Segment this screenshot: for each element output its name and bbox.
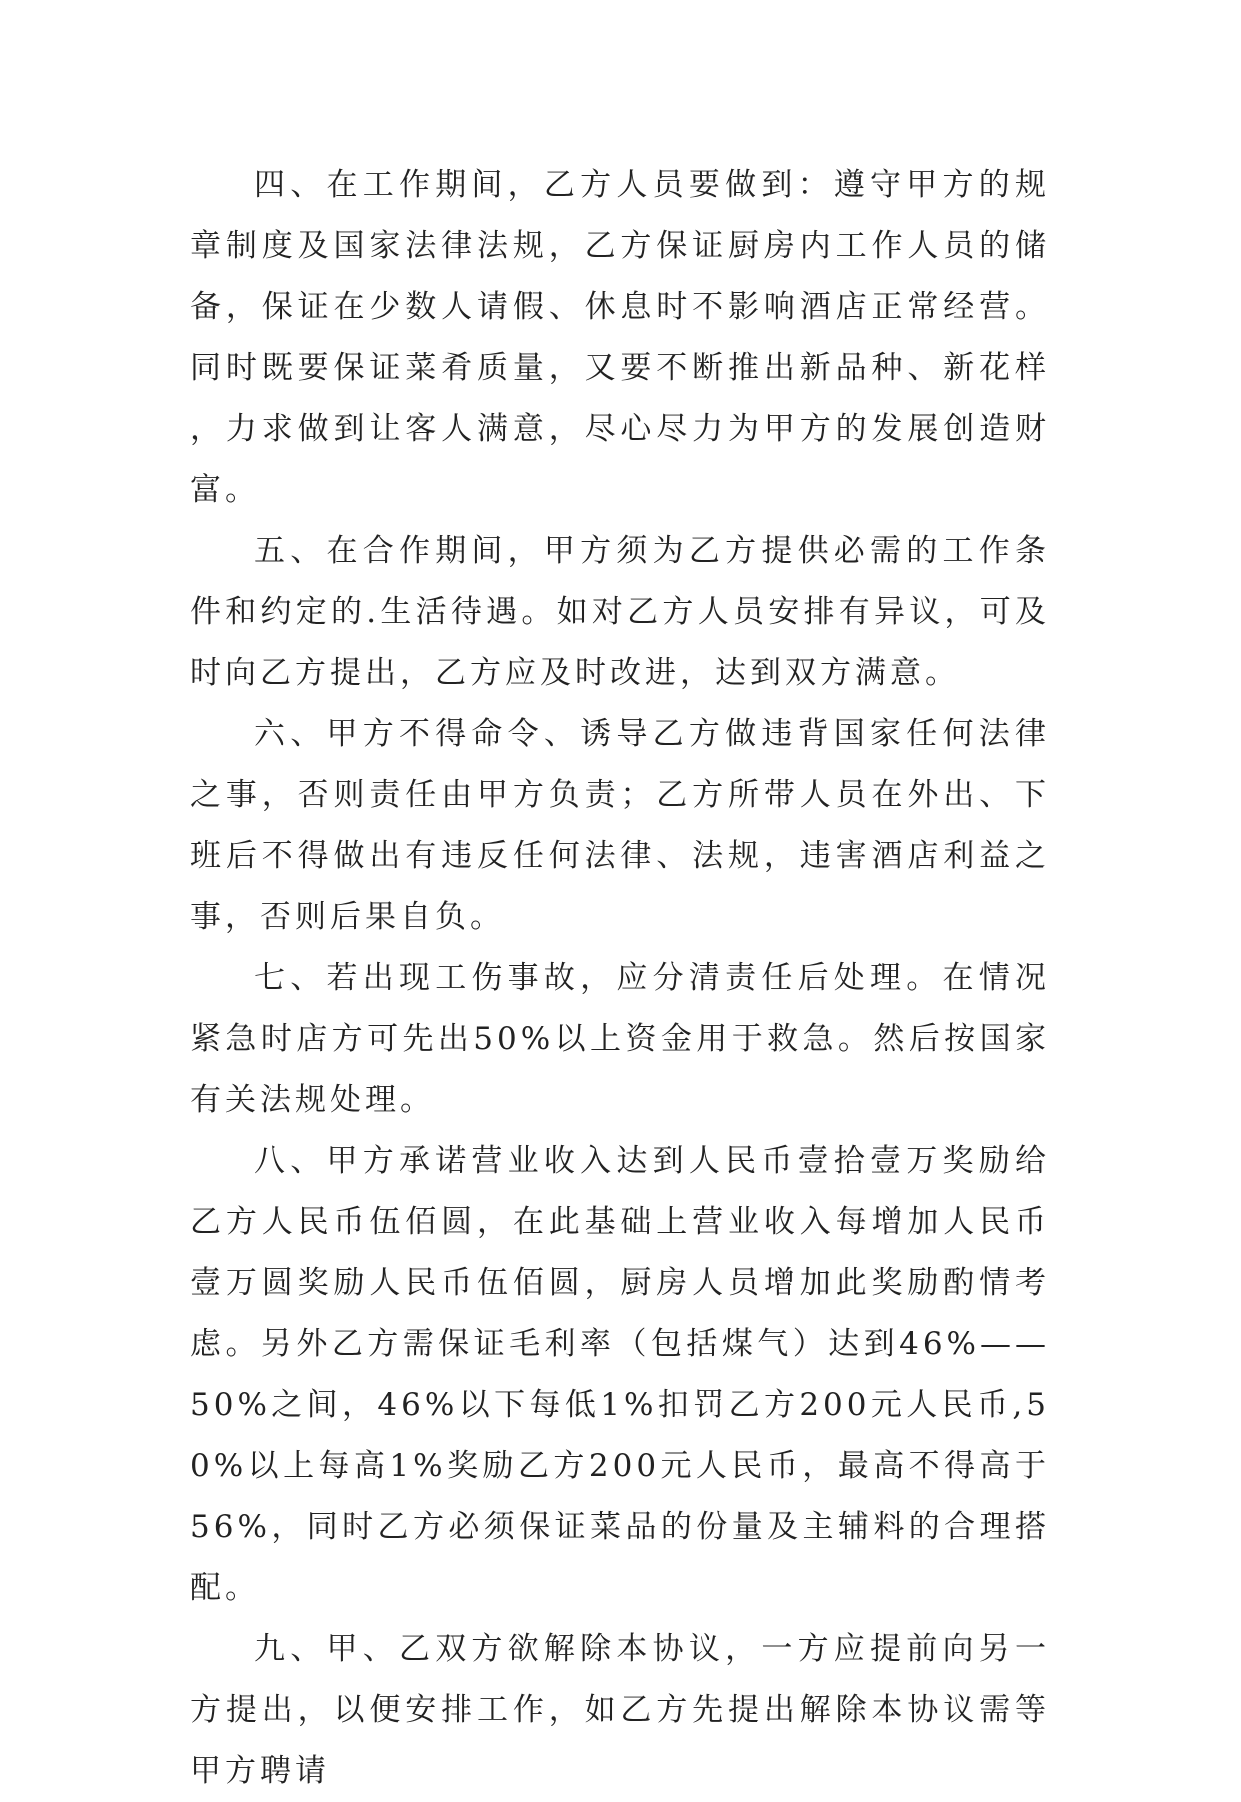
- clause-8-paragraph: 八、甲方承诺营业收入达到人民币壹拾壹万奖励给乙方人民币伍佰圆，在此基础上营业收入每增加人民币壹万圆奖励人民币伍佰圆，厨房人员增加此奖励酌情考虑。另外乙方需保证毛利率（包括煤气）达到46%——50%之间，46%以下每低1%扣罚乙方200元人民币,50%以上每高1%奖励乙方200元人民币，最高不得高于56%，同时乙方必须保证菜品的份量及主辅料的合理搭配。: [190, 1143, 1050, 1606]
- document-page: [190, 155, 1050, 1802]
- clause-5-paragraph: 五、在合作期间，甲方须为乙方提供必需的工作条件和约定的.生活待遇。如对乙方人员安排有异议，可及时向乙方提出，乙方应及时改进，达到双方满意。: [190, 533, 1050, 691]
- clause-6-paragraph: 六、甲方不得命令、诱导乙方做违背国家任何法律之事，否则责任由甲方负责；乙方所带人员在外出、下班后不得做出有违反任何法律、法规，违害酒店利益之事，否则后果自负。: [190, 716, 1050, 935]
- clause-4-paragraph: 四、在工作期间，乙方人员要做到：遵守甲方的规章制度及国家法律法规，乙方保证厨房内工作人员的储备，保证在少数人请假、休息时不影响酒店正常经营。同时既要保证菜肴质量，又要不断推出新品种、新花样，力求做到让客人满意，尽心尽力为甲方的发展创造财富。: [190, 167, 1050, 508]
- clause-9-paragraph: 九、甲、乙双方欲解除本协议，一方应提前向另一方提出，以便安排工作，如乙方先提出解除本协议需等甲方聘请: [190, 1631, 1050, 1789]
- clause-7-paragraph: 七、若出现工伤事故，应分清责任后处理。在情况紧急时店方可先出50%以上资金用于救急。然后按国家有关法规处理。: [190, 960, 1050, 1118]
